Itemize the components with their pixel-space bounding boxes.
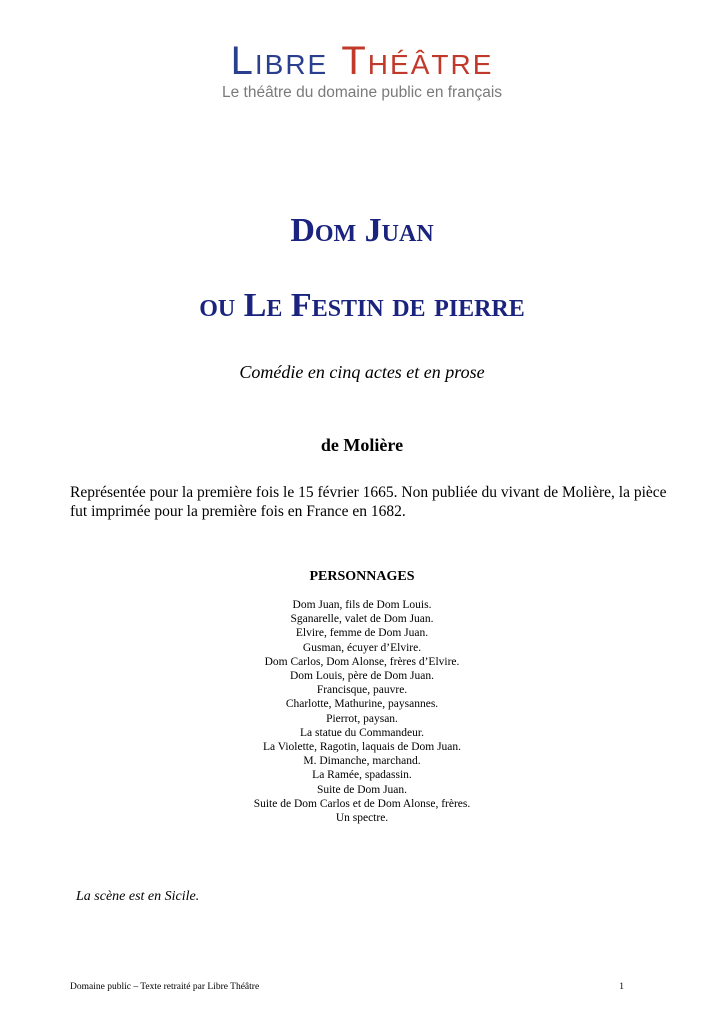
character-item: M. Dimanche, marchand. — [303, 755, 421, 768]
play-subtitle-title: ou Le Festin de pierre — [199, 287, 525, 324]
logo-tagline: Le théâtre du domaine public en français — [221, 84, 503, 101]
characters-heading: PERSONNAGES — [309, 569, 415, 584]
publisher-logo — [0, 38, 724, 102]
character-item: Suite de Dom Carlos et de Dom Alonse, frères. — [253, 797, 471, 810]
character-item: Dom Carlos, Dom Alonse, frères d’Elvire. — [264, 655, 460, 668]
character-item: Francisque, pauvre. — [316, 684, 408, 697]
author: de Molière — [320, 435, 404, 455]
footer-text: Domaine public – Texte retraité par Libre Théâtre — [70, 982, 260, 992]
logo-title — [0, 38, 724, 84]
character-item: Suite de Dom Juan. — [316, 783, 408, 796]
character-item: Gusman, écuyer d’Elvire. — [302, 641, 422, 654]
page-number: 1 — [619, 982, 624, 992]
character-item: Sganarelle, valet de Dom Juan. — [290, 613, 434, 626]
character-item: La Ramée, spadassin. — [312, 769, 412, 782]
intro-paragraph: Représentée pour la première fois le 15 février 1665. Non publiée du vivant de Molière, la pièce fut imprimée pour la première fois en France en 1682. — [70, 484, 667, 520]
genre-subtitle: Comédie en cinq actes et en prose — [239, 362, 485, 382]
logo-word-theatre: Théâtre — [341, 39, 494, 83]
character-item: La statue du Commandeur. — [300, 726, 424, 739]
character-item: La Violette, Ragotin, laquais de Dom Juan. — [262, 741, 462, 754]
character-item: Charlotte, Mathurine, paysannes. — [285, 698, 439, 711]
logo-word-libre: Libre — [230, 39, 329, 83]
play-title: Dom Juan — [290, 212, 434, 249]
character-item: Dom Juan, fils de Dom Louis. — [292, 599, 432, 611]
character-item: Elvire, femme de Dom Juan. — [295, 627, 429, 640]
character-item: Pierrot, paysan. — [326, 712, 398, 725]
characters-list — [0, 598, 724, 825]
character-item: Un spectre. — [335, 812, 389, 825]
character-item: Dom Louis, père de Dom Juan. — [289, 670, 435, 683]
scene-setting: La scène est en Sicile. — [76, 889, 200, 904]
